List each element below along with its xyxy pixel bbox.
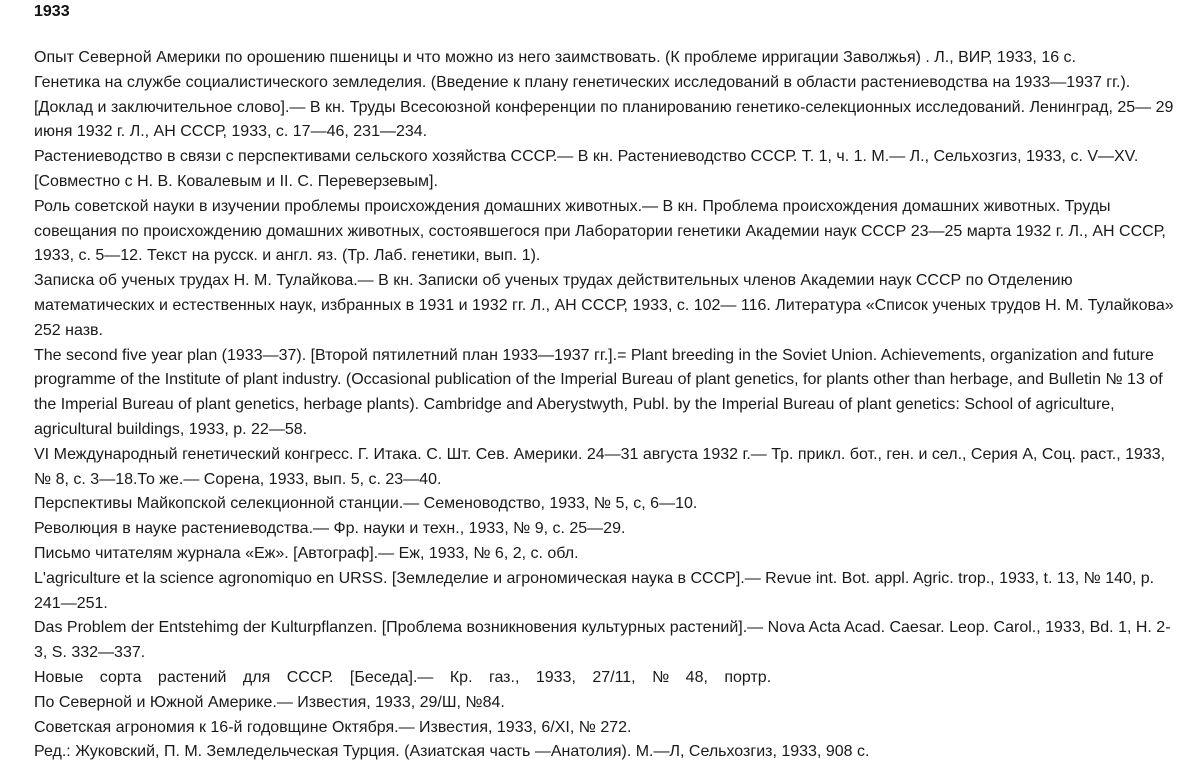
bibliography-entry: Das Problem der Entstehimg der Kulturpflanzen. [Проблема возникновения культурных растений].— Nova Acta Acad. Caesar. Leop. Carol., 1933, Bd. 1, H. 2-3, S. 332—337.: [34, 619, 1171, 662]
year-heading: 1933: [34, 3, 70, 20]
bibliography-entry: Генетика на службе социалистического земледелия. (Введение к плану генетических исследований в области растениеводства на 1933—1937 гг.). [Доклад и заключительное слово].— В кн. Труды Всесоюзной конференции по планированию генетико-селекционных исследований. Ленинград, 25— 29 июня 1932 г. Л., АН СССР, 1933, с. 17—46, 231—234.: [34, 73, 1174, 141]
bibliography-entry: Записка об ученых трудах Н. М. Тулайкова.— В кн. Записки об ученых трудах действительных членов Академии наук СССР по Отделению математических и естественных наук, избранных в 1931 и 1932 гг. Л., АН СССР, 1933, с. 102— 116. Литература «Список ученых трудов Н. М. Тулайкова» 252 назв.: [34, 272, 1174, 339]
bibliography-list: [34, 46, 1174, 765]
bibliography-entry: Перспективы Майкопской селекционной станции.— Семеноводство, 1933, № 5, с, 6—10.: [34, 495, 698, 513]
bibliography-entry: Советская агрономия к 16-й годовщине Октября.— Известия, 1933, 6/XI, № 272.: [34, 718, 632, 736]
bibliography-entry: Новые сорта растений для СССР. [Беседа].— Кр. газ., 1933, 27/11, № 48, портр.: [34, 668, 772, 686]
bibliography-entry: The second five year plan (1933—37). [Второй пятилетний план 1933—1937 гг.].= Plant breeding in the Soviet Union. Achievements, organization and future programme of the Institute of plant industry. (Occasional publication of the Imperial Bureau of plant genetics, for plants other than herbage, and Bulletin № 13 of the Imperial Bureau of plant genetics, herbage plants). Cambridge and Aberystwyth, Publ. by the Imperial Bureau of plant genetics: School of agriculture, agricultural buildings, 1933, p. 22—58.: [34, 346, 1163, 438]
bibliography-entry: Роль советской науки в изучении проблемы происхождения домашних животных.— В кн. Проблема происхождения домашних животных. Труды совещания по происхождению домашних животных, состоявшегося при Лаборатории генетики Академии наук СССР 23—25 марта 1932 г. Л., АН СССР, 1933, с. 5—12. Текст на русск. и англ. яз. (Тр. Лаб. генетики, вып. 1).: [34, 197, 1166, 265]
bibliography-entry: Опыт Северной Америки по орошению пшеницы и что можно из него заимствовать. (К проблеме ирригации Заволжья) . Л., ВИР, 1933, 16 с.: [34, 49, 1076, 66]
bibliography-entry: VI Международный генетический конгресс. Г. Итака. С. Шт. Сев. Америки. 24—31 августа 1932 г.— Тр. прикл. бот., ген. и сел., Серия А, Соц. раст., 1933, № 8, с. 3—18.То же.— Сорена, 1933, вып. 5, с. 23—40.: [34, 445, 1166, 488]
bibliography-entry: Ред.: Жуковский, П. М. Земледельческая Турция. (Азиатская часть —Анатолия). М.—Л, Сельхозгиз, 1933, 908 с.: [34, 743, 870, 761]
bibliography-entry: L'agriculture et la science agronomiquo en URSS. [Земледелие и агрономическая наука в СССР].— Revue int. Bot. appl. Agric. trop., 1933, t. 13, № 140, p. 241—251.: [34, 569, 1155, 612]
bibliography-entry: Письмо читателям журнала «Еж». [Автограф].— Еж, 1933, № 6, 2, с. обл.: [34, 544, 579, 562]
bibliography-entry: Революция в науке растениеводства.— Фр. науки и техн., 1933, № 9, с. 25—29.: [34, 520, 626, 538]
bibliography-entry: По Северной и Южной Америке.— Известия, 1933, 29/Ш, №84.: [34, 693, 505, 711]
bibliography-entry: Растениеводство в связи с перспективами сельского хозяйства СССР.— В кн. Растениеводство СССР. Т. 1, ч. 1. М.— Л., Сельхозгиз, 1933, с. V—XV. [Совместно с Н. В. Ковалевым и II. С. Переверзевым].: [34, 148, 1139, 190]
